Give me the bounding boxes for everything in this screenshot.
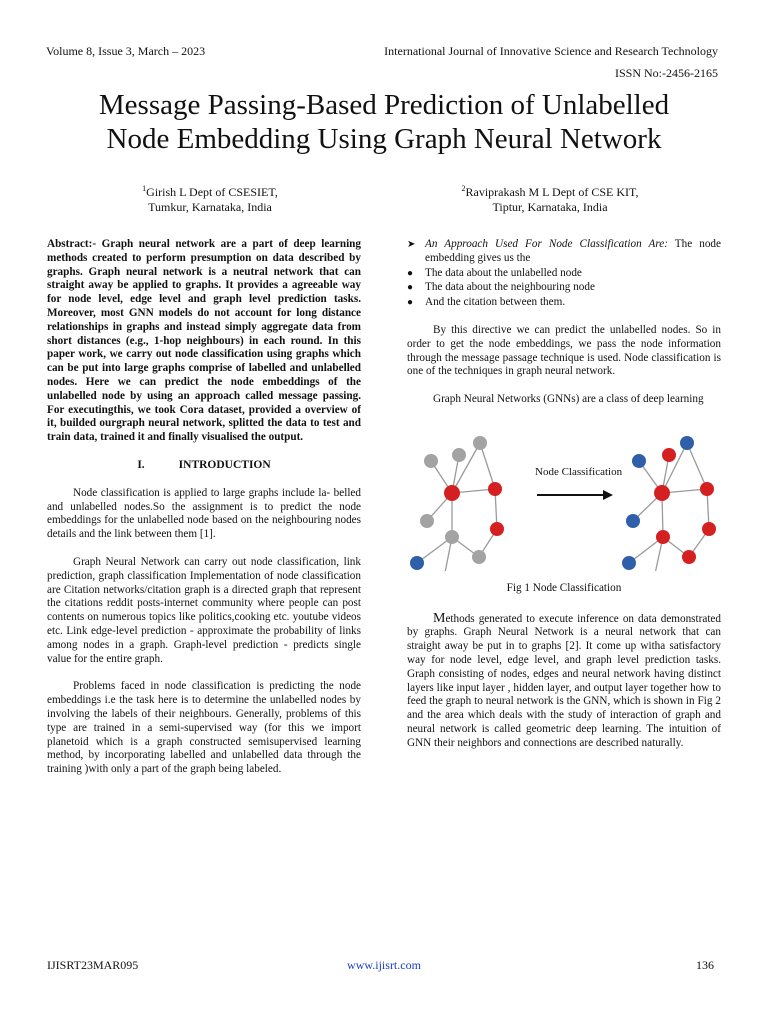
author-2-line1: Raviprakash M L Dept of CSE KIT,: [465, 185, 639, 199]
section-title: INTRODUCTION: [178, 458, 271, 471]
author-1-sup: 1: [142, 184, 147, 193]
right-graph-nodes: [622, 436, 716, 571]
node-classification-diagram: [407, 421, 721, 571]
abstract: Abstract:- Graph neural network are a part of deep learning methods created to perform presumption on data described by graphs. Graph neural network is a neutral network that can straight away be applied to graphs. It provides a agreeable way for node level, edge level and graph level prediction tasks. Moreover, most GNN models do not account for long distance relationships in graphs and instead simply aggregate data from short distances (e.g., 1-hop neighbours) in each round. In this paper work, we carry out node classification using graphs which can be put into large graphs comprise of labelled and unlabelled nodes. Here we can predict the node embeddings of the unlabelled node by using an approach called message passing. For executingthis, we took Cora dataset, provided a overview of it, builded ourgraph neural network, splitted the data to test and train data, trained it and finally visualised the output.: [47, 238, 361, 444]
bullet-list: [407, 267, 721, 310]
first-letter: M: [433, 610, 446, 626]
author-1-line1: Girish L Dept of CSESIET,: [146, 185, 278, 199]
left-column: [47, 238, 361, 791]
list-item: [407, 267, 721, 281]
page-number: 136: [696, 958, 714, 972]
left-graph-nodes: [410, 436, 504, 571]
bullet-icon: ●: [407, 297, 414, 309]
right-column: [407, 238, 721, 765]
right-paragraph-2: Graph Neural Networks (GNNs) are a class of deep learning: [433, 393, 704, 406]
node-classification-label: Node Classification: [535, 465, 623, 478]
approach-item: [407, 238, 721, 266]
journal-website-link[interactable]: www.ijisrt.com: [347, 958, 421, 972]
section-number: I.: [137, 458, 145, 471]
arrow-bullet-icon: ➤: [407, 239, 416, 250]
intro-paragraph-1: Node classification is applied to large graphs include la- belled and unlabelled nodes.So the assignment is to predict the node embeddings for the unlabelled node based on the neighbouring nodes details and the link between them [1].: [47, 486, 361, 541]
section-heading-introduction: [47, 459, 361, 473]
title-line-2: Node Embedding Using Graph Neural Network: [106, 123, 662, 155]
bullet-icon: ●: [407, 282, 414, 294]
intro-paragraph-2: Graph Neural Network can carry out node classification, link prediction, graph classification Implementation of node classification are Citation networks/citation graph is a directed graph that represent the citations reddit posts-internet community where people can post contents on numerous topics like politics,cooking etc. youtube videos etc. Link edge-level prediction - approximate the probability of links among nodes in a graph. Graph-level prediction - predicts single value for the entire graph.: [47, 555, 361, 665]
list-item-text: The data about the unlabelled node: [425, 266, 582, 279]
intro-paragraph-3: Problems faced in node classification is predicting the node embeddings i.e the task here is to determine the unlabelled nodes by involving the labels of their neighbours. Generally, problems of this type are trained in a semi-supervised way (for this we import planetoid which is a graph constructed semisupervised learning method, by incorporating labelled and unlabelled data through the training )with only a part of the graph being labeled.: [47, 680, 361, 776]
paper-title: [40, 88, 728, 156]
author-1: [80, 181, 340, 215]
author-1-line2: Tumkur, Karnataka, India: [148, 200, 272, 214]
list-item-text: The data about the neighbouring node: [425, 281, 595, 294]
right-paragraph-1: By this directive we can predict the unlabelled nodes. So in order to get the node embeddings, we pass the node information through the message passage technique is used. Node classification is one of the techniques in graph neural network.: [407, 323, 721, 378]
author-2-line2: Tiptur, Karnataka, India: [492, 200, 608, 214]
paper-code: IJISRT23MAR095: [47, 958, 139, 972]
approach-item-italic: An Approach Used For Node Classification Are:: [425, 238, 668, 250]
list-item: [407, 296, 721, 310]
list-item: [407, 281, 721, 295]
right-paragraph-3: [407, 612, 721, 751]
right-arrow-icon: [537, 490, 613, 500]
journal-name: International Journal of Innovative Science and Research Technology: [384, 44, 718, 58]
title-line-1: Message Passing-Based Prediction of Unlabelled: [98, 89, 670, 121]
volume-info: Volume 8, Issue 3, March – 2023: [46, 44, 206, 58]
figure-node-classification: [407, 421, 721, 596]
issn: ISSN No:-2456-2165: [614, 66, 718, 80]
author-2-sup: 2: [461, 184, 466, 193]
figure-caption: Fig 1 Node Classification: [506, 581, 622, 594]
bullet-icon: ●: [407, 267, 414, 279]
author-2: [420, 181, 680, 215]
approach-item-text: The node embedding gives us the: [425, 238, 721, 264]
list-item-text: And the citation between them.: [425, 296, 566, 309]
right-paragraph-3-text: ethods generated to execute inference on data demonstrated by graphs. Graph Neural Network is a neural network that can straight away be put in to graphs [2]. It come up witha satisfactory way for node level, edge level, and graph level prediction tasks. Graph consisting of nodes, edges and neural network having distinct layers like input layer , hidden layer, and output layer together how to feed the graph to neural network is the GNN, which is shown in Fig 2 and the area which deals with the study of interaction of graph and neural network is called geometric deep learning. The intuition of GNN their neighbors and connections are described naturally.: [407, 612, 721, 749]
